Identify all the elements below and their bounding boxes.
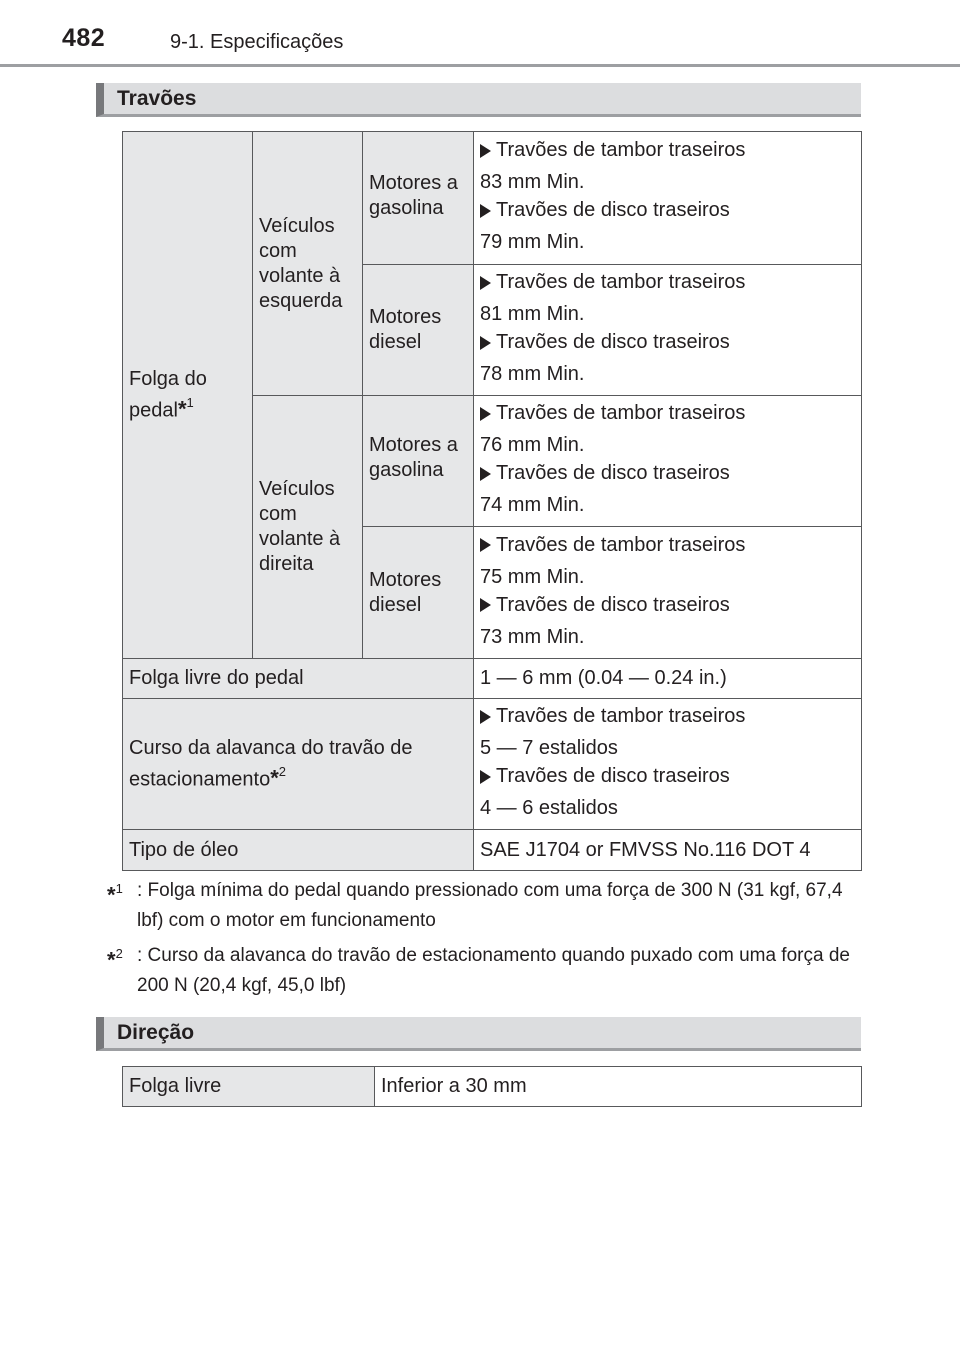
table-row (123, 132, 862, 265)
right-hand-drive-cell (253, 396, 363, 659)
diesel-engine-label: Motores diesel (369, 568, 442, 616)
left-hand-drive-cell (253, 132, 363, 396)
drum-brakes-label: Travões de tambor traseiros (496, 705, 746, 727)
asterisk-mark: * (270, 765, 279, 791)
disc-brakes-label: Travões de disco traseiros (496, 199, 730, 221)
disc-brakes-label: Travões de disco traseiros (496, 462, 730, 484)
asterisk-mark: * (177, 396, 187, 422)
triangle-bullet-icon (480, 407, 491, 421)
clearance-value: 83 mm Min. (480, 171, 585, 193)
drum-brakes-label: Travões de tambor traseiros (496, 271, 746, 293)
steering-spec-table (122, 1066, 862, 1107)
drum-brakes-label: Travões de tambor traseiros (496, 533, 746, 556)
value-cell (474, 527, 862, 659)
pedal-free-play-label: Folga livre do pedal (123, 659, 474, 699)
triangle-bullet-icon (480, 204, 491, 218)
pedal-clearance-label: Folga do pedal (129, 367, 207, 422)
triangle-bullet-icon (480, 144, 491, 158)
clearance-value: 79 mm Min. (480, 231, 585, 253)
diesel-engine-cell (363, 265, 474, 396)
section-title: 9-1. Especificações (170, 31, 344, 53)
triangle-bullet-icon (480, 276, 491, 290)
footnote-number: 1 (115, 881, 123, 896)
brakes-spec-table (122, 131, 862, 871)
parking-lever-cell (123, 699, 474, 830)
petrol-engine-cell (363, 396, 474, 527)
disc-brakes-label: Travões de disco traseiros (496, 765, 730, 787)
asterisk-mark: * (107, 947, 116, 973)
petrol-engine-label: Motores a gasolina (369, 434, 458, 481)
footnote-marker (107, 941, 123, 977)
table-row (123, 699, 862, 830)
clearance-value: 76 mm Min. (480, 434, 585, 456)
footnote (107, 941, 867, 1001)
clicks-value: 5 — 7 estalidos (480, 737, 618, 759)
clearance-value: 73 mm Min. (480, 625, 585, 648)
triangle-bullet-icon (480, 710, 491, 724)
triangle-bullet-icon (480, 770, 491, 784)
section-heading-travoes (96, 83, 861, 117)
value-cell (474, 699, 862, 830)
section-heading-label: Direção (117, 1021, 195, 1044)
header-divider (0, 64, 960, 67)
table-row (123, 830, 862, 871)
section-heading-direcao (96, 1017, 861, 1051)
footnote-marker (107, 876, 123, 912)
footnote (107, 876, 867, 936)
clearance-value: 81 mm Min. (480, 303, 585, 325)
fluid-type-label: Tipo de óleo (123, 830, 474, 871)
left-hand-drive-label: Veículos com volante à esquerda (259, 214, 343, 312)
steering-free-play-label: Folga livre (123, 1067, 375, 1107)
table-row (123, 659, 862, 699)
clearance-value: 75 mm Min. (480, 565, 585, 588)
petrol-engine-label: Motores a gasolina (369, 172, 458, 219)
drum-brakes-label: Travões de tambor traseiros (496, 139, 746, 161)
steering-free-play-value: Inferior a 30 mm (375, 1067, 862, 1107)
footnote-ref: 1 (186, 394, 194, 410)
footnote-number: 2 (115, 946, 123, 961)
page-number: 482 (62, 24, 106, 52)
triangle-bullet-icon (480, 467, 491, 481)
triangle-bullet-icon (480, 538, 491, 552)
diesel-engine-label: Motores diesel (369, 306, 442, 353)
parking-lever-label: Curso da alavanca do travão de estacionamento (129, 736, 413, 791)
petrol-engine-cell (363, 132, 474, 265)
value-cell (474, 396, 862, 527)
diesel-engine-cell (363, 527, 474, 659)
clicks-value: 4 — 6 estalidos (480, 797, 618, 819)
pedal-clearance-cell (123, 132, 253, 659)
drum-brakes-label: Travões de tambor traseiros (496, 402, 746, 424)
pedal-free-play-value: 1 — 6 mm (0.04 — 0.24 in.) (474, 659, 862, 699)
fluid-type-value: SAE J1704 or FMVSS No.116 DOT 4 (474, 830, 862, 871)
disc-brakes-label: Travões de disco traseiros (496, 331, 730, 353)
value-cell (474, 265, 862, 396)
footnote-text: : Curso da alavanca do travão de estacionamento quando puxado com uma força de 200 N (20,4 kgf, 45,0 lbf) (137, 945, 850, 996)
table-row (123, 1067, 862, 1107)
asterisk-mark: * (107, 882, 116, 908)
disc-brakes-label: Travões de disco traseiros (496, 593, 730, 616)
footnote-ref: 2 (278, 763, 286, 779)
section-heading-label: Travões (117, 87, 197, 110)
clearance-value: 74 mm Min. (480, 494, 585, 516)
right-hand-drive-label: Veículos com volante à direita (259, 478, 341, 575)
triangle-bullet-icon (480, 336, 491, 350)
clearance-value: 78 mm Min. (480, 363, 585, 385)
triangle-bullet-icon (480, 598, 491, 612)
value-cell (474, 132, 862, 265)
footnote-text: : Folga mínima do pedal quando pressionado com uma força de 300 N (31 kgf, 67,4 lbf) com o motor em funcionamento (137, 880, 843, 931)
